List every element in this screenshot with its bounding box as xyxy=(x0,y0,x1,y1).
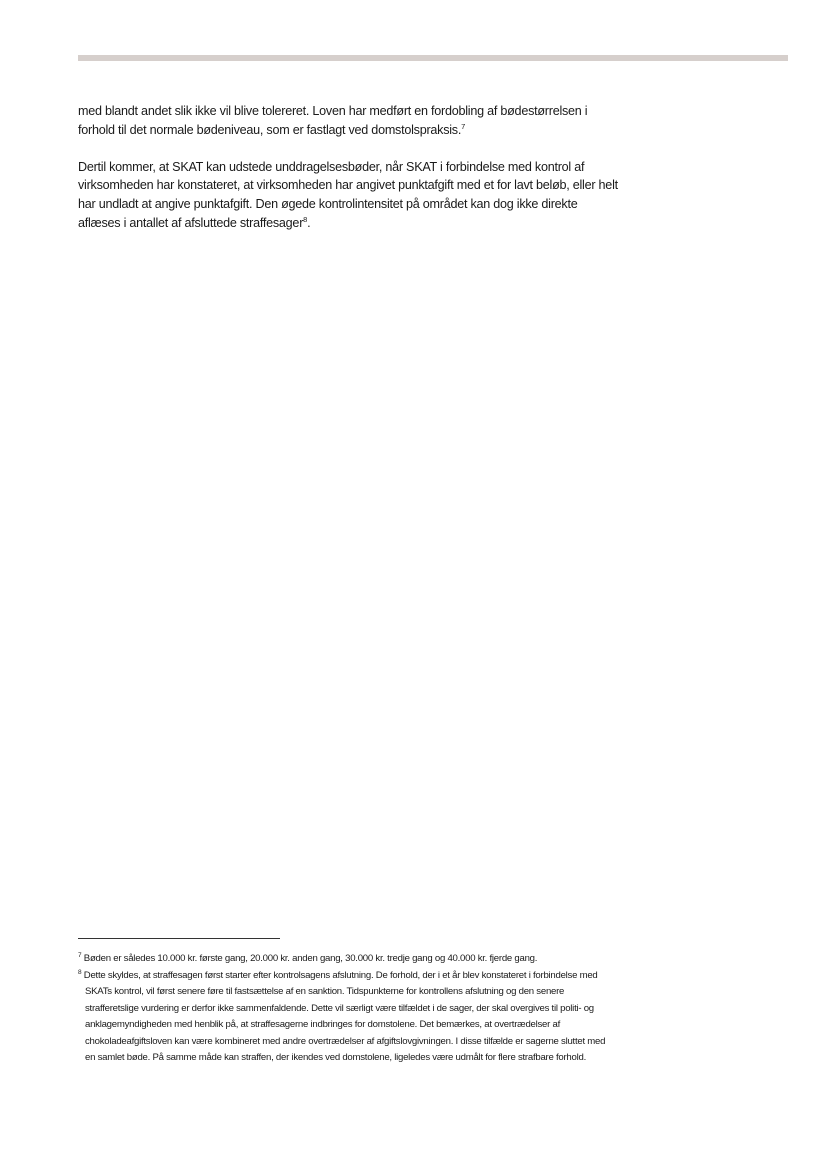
footnote-text: Dette skyldes, at straffesagen først starter efter kontrolsagens afslutning. De forhold, der i et år blev konstateret i forbindelse med SKATs kontrol, vil først senere føre til fastsættelse af en sanktion. Tidspunkterne for kontrollens afslutning og den senere strafferetslige vurdering er derfor ikke sammenfaldende. Dette vil særligt være tilfældet i de sager, der skal overgives til politi- og anklagemyndigheden med henblik på, at straffesagerne indbringes for domstolene. Det bemærkes, at overtrædelser af chokoladeafgiftsloven kan være kombineret med andre overtrædelser af afgiftslovgivningen. I disse tilfælde er sagerne sluttet med en samlet bøde. På samme måde kan straffen, der ikendes ved domstolene, ligeledes være udmålt for flere strafbare forhold. xyxy=(83,969,606,1063)
footnotes xyxy=(78,951,613,1067)
paragraph-1-text: med blandt andet slik ikke vil blive tolereret. Loven har medført en fordobling af bødestørrelsen i forhold til det normale bødeniveau, som er fastlagt ved domstolspraksis. xyxy=(78,104,588,137)
footnote-separator xyxy=(78,938,280,939)
footnote-number: 7 xyxy=(78,952,82,959)
footnote-ref-8[interactable]: 8 xyxy=(303,214,308,224)
body-text xyxy=(78,102,618,251)
paragraph-2-text: Dertil kommer, at SKAT kan udstede unddragelsesbøder, når SKAT i forbindelse med kontrol af virksomheden har konstateret, at virksomheden har angivet punktafgift med et for lavt beløb, eller helt har undladt at angive punktafgift. Den øgede kontrolintensitet på området kan dog ikke direkte aflæses i antallet af afsluttede straffesager xyxy=(78,159,618,230)
footnote-7 xyxy=(78,951,613,968)
footnote-ref-7[interactable]: 7 xyxy=(461,121,466,131)
paragraph-1 xyxy=(78,102,618,139)
paragraph-2-end: . xyxy=(307,215,311,230)
footnote-number: 8 xyxy=(78,968,82,976)
footnote-text: Bøden er således 10.000 kr. første gang, 20.000 kr. anden gang, 30.000 kr. tredje gang og 40.000 kr. fjerde gang. xyxy=(83,953,538,964)
paragraph-2 xyxy=(78,158,618,232)
header-rule xyxy=(78,55,788,61)
footnote-8 xyxy=(78,968,613,1067)
